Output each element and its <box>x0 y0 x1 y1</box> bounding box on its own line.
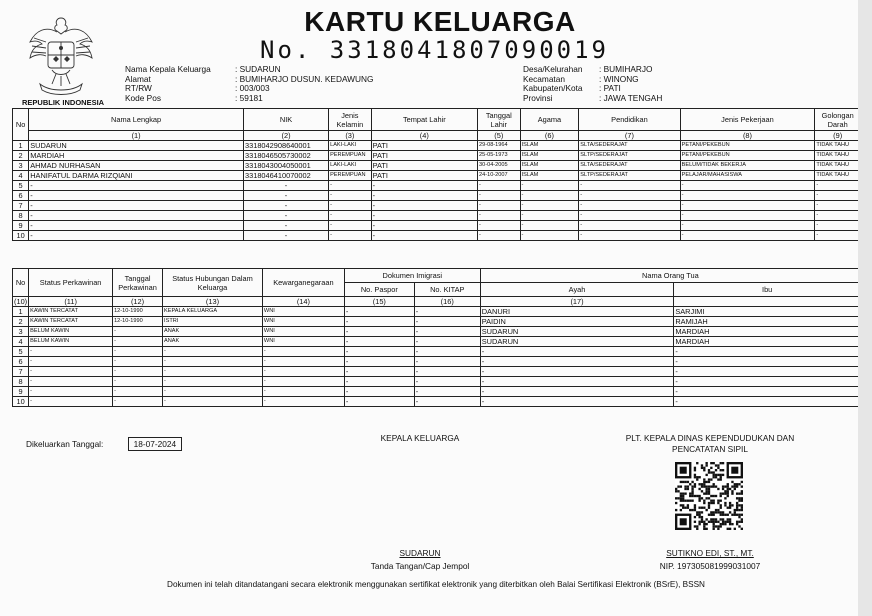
col-header-pendidikan: Pendidikan <box>579 109 680 131</box>
table-row <box>13 151 861 161</box>
table-cell: PATI <box>371 171 477 181</box>
table-cell: - <box>113 397 163 407</box>
table-cell: 7 <box>13 367 29 377</box>
table-cell: - <box>680 191 815 201</box>
table-cell: PELAJAR/MAHASISWA <box>680 171 815 181</box>
table-cell: 10 <box>13 397 29 407</box>
footer-note: Dokumen ini telah ditandatangani secara elektronik menggunakan sertifikat elektronik yang diterbitkan oleh Balai Sertifikasi Elektronik (BSrE), BSSN <box>167 580 705 589</box>
table-cell: - <box>579 231 680 241</box>
sign-official-title-2: PENCATATAN SIPIL <box>672 444 748 454</box>
table-cell: 2 <box>13 317 29 327</box>
table-cell: 12-10-1990 <box>113 307 163 317</box>
qr-code-icon <box>675 462 743 530</box>
table-cell: HANIFATUL DARMA RIZQIANI <box>29 171 244 181</box>
table-row <box>13 171 861 181</box>
table-cell: PETANI/PEKEBUN <box>680 151 815 161</box>
table-cell: SUDARUN <box>29 141 244 151</box>
table-cell: - <box>243 211 328 221</box>
table-cell: - <box>414 367 480 377</box>
table-row <box>13 221 861 231</box>
table-cell: - <box>163 397 263 407</box>
info-value: : SUDARUN <box>235 64 281 74</box>
table-cell: KAWIN TERCATAT <box>29 307 113 317</box>
table-cell: - <box>414 337 480 347</box>
table-cell: PEREMPUAN <box>329 151 372 161</box>
table-cell: - <box>815 201 861 211</box>
col-code: (13) <box>163 297 263 307</box>
table-cell: 29-08-1964 <box>478 141 521 151</box>
table-cell: KAWIN TERCATAT <box>29 317 113 327</box>
table-cell: - <box>579 191 680 201</box>
col-header-no: No <box>13 269 29 297</box>
table-cell: 10 <box>13 231 29 241</box>
table-cell: - <box>163 347 263 357</box>
col-code: (14) <box>262 297 344 307</box>
table-cell: - <box>815 191 861 201</box>
col-code: (8) <box>680 131 815 141</box>
table-cell: - <box>371 201 477 211</box>
info-label: Kecamatan <box>523 73 565 84</box>
table-cell: - <box>371 211 477 221</box>
col-header-no-paspor: No. Paspor <box>344 283 414 297</box>
col-header-no-kitap: No. KITAP <box>414 283 480 297</box>
table-cell: - <box>329 181 372 191</box>
table-cell: - <box>29 377 113 387</box>
table-row <box>13 387 861 397</box>
table-cell: - <box>520 191 579 201</box>
issued-label: Dikeluarkan Tanggal: <box>26 439 104 449</box>
col-header-nama: Nama Lengkap <box>29 109 244 131</box>
table-cell: 3318042908640001 <box>243 141 328 151</box>
col-code: (5) <box>478 131 521 141</box>
col-header-status-hubungan: Status Hubungan Dalam Keluarga <box>163 269 263 297</box>
table-cell: BELUM KAWIN <box>29 337 113 347</box>
sign-official-name: SUTIKNO EDI, ST., MT. <box>666 548 754 558</box>
table-row <box>13 231 861 241</box>
table-row <box>13 211 861 221</box>
table-cell: - <box>680 221 815 231</box>
table-cell: - <box>414 307 480 317</box>
table-cell: 3 <box>13 161 29 171</box>
info-label: Desa/Kelurahan <box>523 64 583 74</box>
table-cell: - <box>674 367 861 377</box>
table-cell: SARJIMI <box>674 307 861 317</box>
table-cell: - <box>344 307 414 317</box>
family-info-right <box>523 65 662 103</box>
table-cell: 8 <box>13 211 29 221</box>
col-code: (16) <box>414 297 480 307</box>
table-cell: 4 <box>13 171 29 181</box>
table-cell: - <box>262 397 344 407</box>
table-cell: - <box>520 181 579 191</box>
table-cell: - <box>29 201 244 211</box>
col-code: (4) <box>371 131 477 141</box>
table-cell: - <box>815 221 861 231</box>
col-header-nama-orang-tua: Nama Orang Tua <box>480 269 860 283</box>
info-label: Kode Pos <box>125 92 161 103</box>
table-cell: ANAK <box>163 337 263 347</box>
table-cell: - <box>478 201 521 211</box>
table-cell: - <box>674 347 861 357</box>
table-cell: ISLAM <box>520 141 579 151</box>
table-cell: - <box>29 347 113 357</box>
family-status-table <box>12 268 861 407</box>
table-row <box>13 191 861 201</box>
table-row <box>13 161 861 171</box>
table-cell: 5 <box>13 181 29 191</box>
table-cell: - <box>414 347 480 357</box>
table-cell: - <box>520 231 579 241</box>
table-cell: WNI <box>262 317 344 327</box>
table-row <box>13 357 861 367</box>
table-cell: - <box>478 191 521 201</box>
table-cell: TIDAK TAHU <box>815 151 861 161</box>
table-cell: MARDIAH <box>674 327 861 337</box>
table-row <box>13 337 861 347</box>
table-row <box>13 141 861 151</box>
table-cell: - <box>29 367 113 377</box>
table-cell: ISLAM <box>520 161 579 171</box>
table-row <box>13 181 861 191</box>
col-header-dokumen-imigrasi: Dokumen Imigrasi <box>344 269 480 283</box>
table-cell: AHMAD NURHASAN <box>29 161 244 171</box>
table-cell: - <box>371 221 477 231</box>
table-cell: MARDIAH <box>29 151 244 161</box>
table-cell: - <box>163 357 263 367</box>
table-cell: - <box>480 397 674 407</box>
table-cell: - <box>815 231 861 241</box>
table-cell: - <box>262 357 344 367</box>
table-cell: - <box>478 181 521 191</box>
table-cell: - <box>243 181 328 191</box>
table-row <box>13 317 861 327</box>
table-cell: - <box>520 211 579 221</box>
table-cell: - <box>414 317 480 327</box>
col-code: (17) <box>480 297 674 307</box>
table-cell: ISLAM <box>520 151 579 161</box>
table-cell: - <box>163 387 263 397</box>
col-header-tanggal-perkawinan: Tanggal Perkawinan <box>113 269 163 297</box>
table-cell: SLTP/SEDERAJAT <box>579 171 680 181</box>
info-label: Alamat <box>125 73 151 84</box>
page-edge <box>858 0 872 616</box>
table-cell: ISTRI <box>163 317 263 327</box>
table-cell: - <box>344 377 414 387</box>
table-cell: - <box>262 387 344 397</box>
table-cell: - <box>480 357 674 367</box>
table-row <box>13 397 861 407</box>
table-cell: - <box>414 357 480 367</box>
col-code: (7) <box>579 131 680 141</box>
table-cell: SUDARUN <box>480 337 674 347</box>
family-info-left <box>125 65 373 103</box>
table-cell: 6 <box>13 191 29 201</box>
document-title: KARTU KELUARGA <box>304 6 576 37</box>
table-cell: 9 <box>13 221 29 231</box>
table-cell: - <box>371 191 477 201</box>
col-header-jenis-pekerjaan: Jenis Pekerjaan <box>680 109 815 131</box>
table-cell: - <box>478 211 521 221</box>
table-cell: 7 <box>13 201 29 211</box>
col-header-agama: Agama <box>520 109 579 131</box>
info-label: Provinsi <box>523 92 553 103</box>
col-header-nik: NIK <box>243 109 328 131</box>
table-row <box>13 327 861 337</box>
table-cell: DANURI <box>480 307 674 317</box>
table-cell: - <box>371 231 477 241</box>
table-cell: SLTP/SEDERAJAT <box>579 151 680 161</box>
info-value: : 59181 <box>235 92 263 103</box>
col-code: (11) <box>29 297 113 307</box>
table-cell: 3318043004050001 <box>243 161 328 171</box>
sign-kepala-keluarga-subtitle: Tanda Tangan/Cap Jempol <box>370 561 470 571</box>
table-cell: PETANI/PEKEBUN <box>680 141 815 151</box>
table-row <box>13 377 861 387</box>
info-value: : BUMIHARJO DUSUN. KEDAWUNG <box>235 73 374 84</box>
col-header-no: No <box>13 109 29 141</box>
table-cell: - <box>414 387 480 397</box>
info-label: RT/RW <box>125 83 152 94</box>
table-cell: - <box>243 221 328 231</box>
table-cell: - <box>29 221 244 231</box>
table-cell: KEPALA KELUARGA <box>163 307 263 317</box>
table-cell: - <box>344 367 414 377</box>
table-cell: - <box>579 221 680 231</box>
table-cell: - <box>329 211 372 221</box>
table-cell: - <box>344 357 414 367</box>
col-code: (10) <box>14 297 28 306</box>
table-cell: - <box>163 367 263 377</box>
table-cell: 30-04-2005 <box>478 161 521 171</box>
table-cell: - <box>344 347 414 357</box>
table-cell: - <box>520 201 579 211</box>
table-cell: PATI <box>371 151 477 161</box>
col-header-ibu: Ibu <box>674 283 861 297</box>
sign-official-title-1: PLT. KEPALA DINAS KEPENDUDUKAN DAN <box>625 433 795 443</box>
table-cell: - <box>243 191 328 201</box>
col-header-kewarganegaraan: Kewarganegaraan <box>262 269 344 297</box>
table-cell: 5 <box>13 347 29 357</box>
table-cell: - <box>29 387 113 397</box>
table-cell: - <box>29 191 244 201</box>
table-cell: - <box>29 231 244 241</box>
table-cell: - <box>680 181 815 191</box>
info-value: : JAWA TENGAH <box>599 92 663 103</box>
table-cell: - <box>29 357 113 367</box>
table-cell: - <box>815 211 861 221</box>
table-cell: PAIDIN <box>480 317 674 327</box>
table-row <box>13 307 861 317</box>
col-code: (3) <box>329 131 372 141</box>
table-cell: 8 <box>13 377 29 387</box>
table-cell: - <box>344 397 414 407</box>
table-cell: - <box>113 387 163 397</box>
sign-official-nip: NIP. 197305081999031007 <box>659 561 761 571</box>
table-cell: 3318046505730002 <box>243 151 328 161</box>
table-cell: ISLAM <box>520 171 579 181</box>
info-label: Nama Kepala Keluarga <box>125 64 211 74</box>
table-cell: - <box>480 347 674 357</box>
table-cell: - <box>680 231 815 241</box>
table-cell: SLTA/SEDERAJAT <box>579 141 680 151</box>
table-row <box>13 201 861 211</box>
sign-kepala-keluarga-title: KEPALA KELUARGA <box>380 433 460 443</box>
table-cell: - <box>163 377 263 387</box>
table-cell: - <box>329 221 372 231</box>
table-cell: - <box>480 377 674 387</box>
col-header-golongan-darah: Golongan Darah <box>815 109 861 131</box>
table-cell: - <box>243 231 328 241</box>
table-row <box>13 367 861 377</box>
col-header-tempat-lahir: Tempat Lahir <box>371 109 477 131</box>
table-cell: SLTA/SEDERAJAT <box>579 161 680 171</box>
table-cell: BELUM/TIDAK BEKERJA <box>680 161 815 171</box>
table-cell: 6 <box>13 357 29 367</box>
table-cell: - <box>674 387 861 397</box>
table-cell: - <box>414 377 480 387</box>
table-cell: PATI <box>371 161 477 171</box>
col-code: (9) <box>815 131 861 141</box>
info-label: Kabupaten/Kota <box>523 83 583 94</box>
table-cell: - <box>680 201 815 211</box>
emblem-caption: REPUBLIK INDONESIA <box>22 98 105 107</box>
table-cell: - <box>674 397 861 407</box>
table-cell: - <box>579 201 680 211</box>
table-cell: 3 <box>13 327 29 337</box>
table-cell: - <box>680 211 815 221</box>
table-cell: - <box>478 221 521 231</box>
sign-kepala-keluarga-name: SUDARUN <box>399 548 441 558</box>
table-cell: - <box>815 181 861 191</box>
table-cell: ANAK <box>163 327 263 337</box>
table-cell: - <box>414 397 480 407</box>
table-cell: - <box>371 181 477 191</box>
table-cell: - <box>113 327 163 337</box>
table-cell: - <box>243 201 328 211</box>
table-cell: LAKI-LAKI <box>329 161 372 171</box>
table-cell: TIDAK TAHU <box>815 141 861 151</box>
table-cell: 1 <box>13 307 29 317</box>
info-value: : 003/003 <box>235 83 270 94</box>
table-cell: 24-10-2007 <box>478 171 521 181</box>
table-cell: - <box>674 377 861 387</box>
col-header-status-perkawinan: Status Perkawinan <box>29 269 113 297</box>
col-code: (2) <box>243 131 328 141</box>
table-cell: - <box>344 337 414 347</box>
table-cell: 2 <box>13 151 29 161</box>
table-cell: - <box>329 191 372 201</box>
table-cell: - <box>674 357 861 367</box>
table-cell: - <box>262 367 344 377</box>
table-cell: - <box>262 347 344 357</box>
table-cell: - <box>480 367 674 377</box>
table-cell: - <box>113 357 163 367</box>
table-cell: - <box>29 397 113 407</box>
info-value: : PATI <box>599 83 621 94</box>
table-cell: 1 <box>13 141 29 151</box>
table-cell: - <box>329 201 372 211</box>
table-cell: - <box>113 337 163 347</box>
table-cell: - <box>579 181 680 191</box>
table-cell: 25-05-1973 <box>478 151 521 161</box>
table-cell: - <box>478 231 521 241</box>
col-code: (12) <box>113 297 163 307</box>
col-code: (6) <box>520 131 579 141</box>
table-cell: 4 <box>13 337 29 347</box>
table-cell: - <box>344 327 414 337</box>
table-cell: TIDAK TAHU <box>815 161 861 171</box>
table-cell: RAMIJAH <box>674 317 861 327</box>
table-cell: WNI <box>262 337 344 347</box>
col-code: (1) <box>29 131 244 141</box>
table-cell: - <box>344 387 414 397</box>
table-cell: 9 <box>13 387 29 397</box>
col-header-ayah: Ayah <box>480 283 674 297</box>
table-cell: - <box>113 367 163 377</box>
table-cell: WNI <box>262 327 344 337</box>
table-cell: - <box>520 221 579 231</box>
col-code: (15) <box>344 297 414 307</box>
table-cell: BELUM KAWIN <box>29 327 113 337</box>
table-cell: LAKI-LAKI <box>329 141 372 151</box>
table-cell: PATI <box>371 141 477 151</box>
col-header-jenis-kelamin: Jenis Kelamin <box>329 109 372 131</box>
table-row <box>13 347 861 357</box>
document-number: No. 3318041807090019 <box>260 36 609 64</box>
table-cell: 12-10-1990 <box>113 317 163 327</box>
table-cell: TIDAK TAHU <box>815 171 861 181</box>
table-cell: - <box>29 181 244 191</box>
table-cell: - <box>579 211 680 221</box>
table-cell: - <box>29 211 244 221</box>
info-value: : BUMIHARJO <box>599 64 653 74</box>
table-cell: SUDARUN <box>480 327 674 337</box>
table-cell: WNI <box>262 307 344 317</box>
col-header-tanggal-lahir: Tanggal Lahir <box>478 109 521 131</box>
table-cell: PEREMPUAN <box>329 171 372 181</box>
issued-date <box>26 437 182 451</box>
table-cell: - <box>414 327 480 337</box>
table-cell: MARDIAH <box>674 337 861 347</box>
issued-date-value: 18-07-2024 <box>128 437 182 451</box>
info-value: : WINONG <box>599 73 639 84</box>
table-cell: - <box>480 387 674 397</box>
table-cell: - <box>113 347 163 357</box>
table-cell: 3318046410070002 <box>243 171 328 181</box>
table-cell: - <box>113 377 163 387</box>
family-members-table <box>12 108 861 241</box>
table-cell: - <box>262 377 344 387</box>
table-cell: - <box>329 231 372 241</box>
table-cell: - <box>344 317 414 327</box>
